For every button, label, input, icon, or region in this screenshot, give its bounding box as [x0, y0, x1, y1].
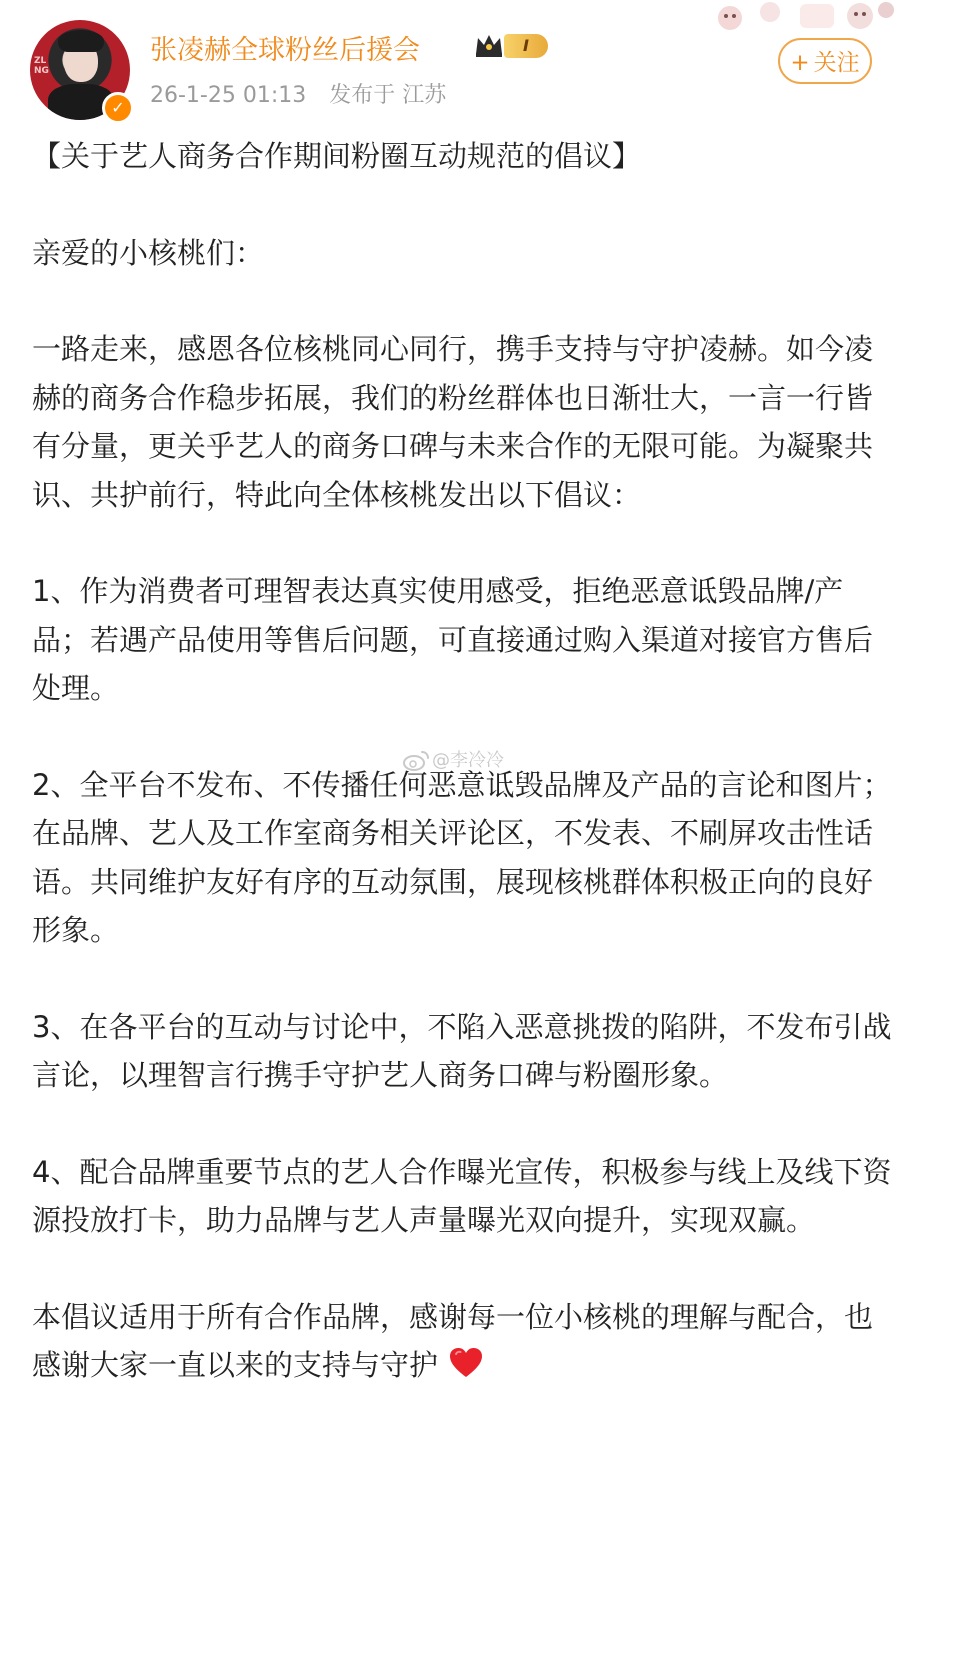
- proposal-item-2: 2、全平台不发布、不传播任何恶意诋毁品牌及产品的言论和图片；在品牌、艺人及工作室商务相关评论区，不发表、不刷屏攻击性话语。共同维护友好有序的互动氛围，展现核桃群体积极正向的良好形象。: [32, 767, 892, 947]
- weibo-logo-icon: [402, 749, 430, 771]
- post-greeting: 亲爱的小核桃们：: [32, 235, 265, 270]
- post-timestamp: 26-1-25 01:13: [150, 83, 307, 108]
- follow-button[interactable]: [778, 38, 872, 84]
- post-body: [32, 132, 892, 1438]
- fan-level-badge: I: [504, 34, 548, 58]
- author-name[interactable]: 张凌赫全球粉丝后援会: [150, 35, 420, 66]
- post-intro: 一路走来，感恩各位核桃同心同行，携手支持与守护凌赫。如今凌赫的商务合作稳步拓展，我们的粉丝群体也日渐壮大，一言一行皆有分量，更关乎艺人的商务口碑与未来合作的无限可能。为凝聚共识、共护前行，特此向全体核桃发出以下倡议：: [32, 332, 874, 512]
- red-heart-icon: [448, 1345, 484, 1381]
- post-closing: [32, 1293, 892, 1390]
- post-meta: [150, 78, 462, 109]
- post-header: [0, 0, 960, 130]
- closing-text: 本倡议适用于所有合作品牌，感谢每一位小核桃的理解与配合，也感谢大家一直以来的支持与守护: [32, 1299, 874, 1382]
- post-title: 【关于艺人商务合作期间粉圈互动规范的倡议】: [32, 139, 642, 173]
- follow-label: 关注: [813, 50, 860, 76]
- post-location: 发布于 江苏: [329, 83, 447, 108]
- image-watermark: [402, 746, 504, 772]
- plus-icon: +: [790, 50, 810, 76]
- proposal-item-1: 1、作为消费者可理智表达真实使用感受，拒绝恶意诋毁品牌/产品；若遇产品使用等售后问题，可直接通过购入渠道对接官方售后处理。: [32, 574, 874, 705]
- watermark-text: @李冷冷: [432, 750, 504, 771]
- decorative-sticker-icon: [710, 0, 900, 40]
- proposal-item-4: 4、配合品牌重要节点的艺人合作曝光宣传，积极参与线上及线下资源投放打卡，助力品牌与艺人声量曝光双向提升，实现双赢。: [32, 1154, 892, 1237]
- verified-badge-icon: ✓: [102, 92, 134, 124]
- crown-icon: [474, 32, 504, 58]
- author-avatar[interactable]: ZL NG: [30, 20, 130, 120]
- proposal-item-3: 3、在各平台的互动与讨论中，不陷入恶意挑拨的陷阱，不发布引战言论，以理智言行携手守护艺人商务口碑与粉圈形象。: [32, 1009, 892, 1092]
